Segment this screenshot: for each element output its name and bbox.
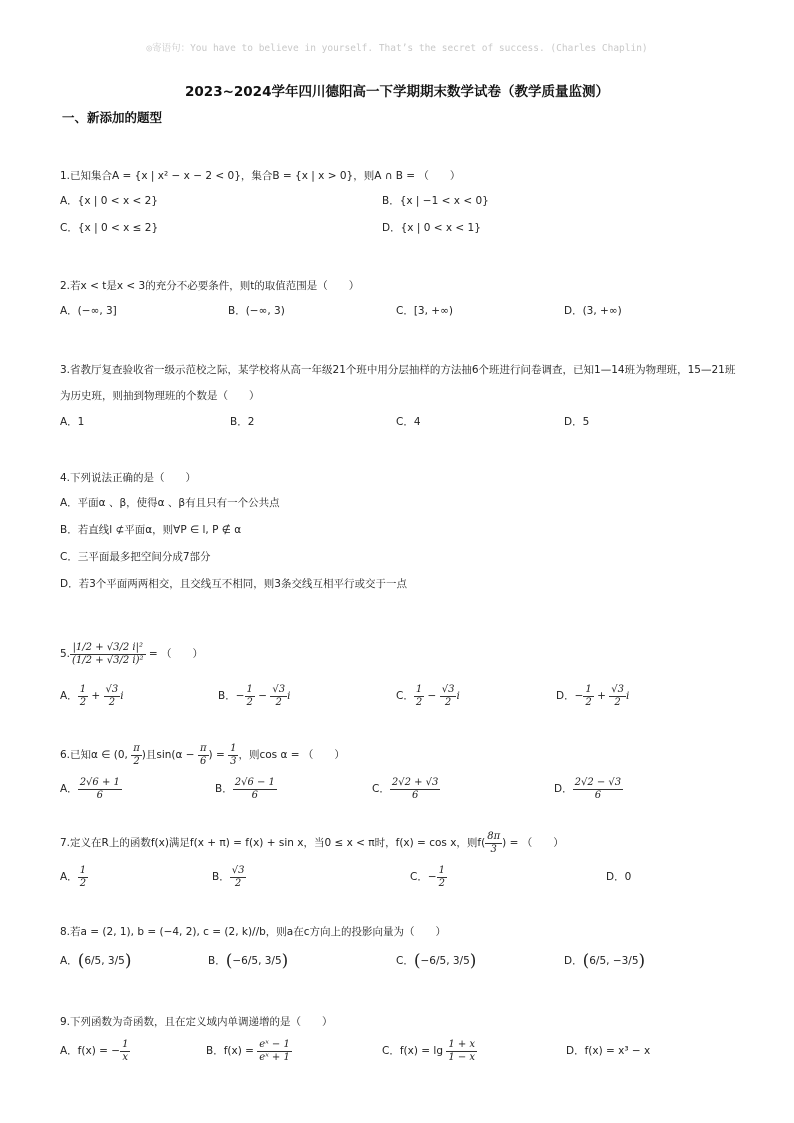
section-heading: 一、新添加的题型 <box>62 110 163 125</box>
question-5 <box>60 628 750 712</box>
option-c: C．4 <box>396 416 421 428</box>
page-title: 2023~2024学年四川德阳高一下学期期末数学试卷（教学质量监测） <box>185 84 609 100</box>
question-8 <box>60 920 750 978</box>
option-b: B． $\frac{√3}{2}$ <box>212 864 245 889</box>
option-d: D．5 <box>564 416 590 428</box>
question-2 <box>60 274 750 324</box>
question-stem: 3.省教厅复查验收省一级示范校之际，某学校将从高一年级21个班中用分层抽样的方法抽6个班进行问卷调查，已知1—14班为物理班，15—21班为历史班，则抽到物理班的个数是（ ） <box>60 364 736 402</box>
question-9 <box>60 1010 750 1068</box>
option-d: D．− $\frac{1}{2}$ + $\frac{√3}{2}$ i <box>556 683 630 708</box>
option-b: B．(−∞, 3) <box>228 305 285 317</box>
option-c: C．[3, +∞) <box>396 305 453 317</box>
question-6 <box>60 738 750 806</box>
option-b: B． $\frac{2√6 - 1}{6}$ <box>215 776 275 801</box>
option-c: C．(−6/5, 3/5) <box>396 951 477 971</box>
question-3 <box>60 357 750 435</box>
option-b: B．− $\frac{1}{2}$ − $\frac{√3}{2}$ i <box>218 683 291 708</box>
question-fraction: $\frac{\text{|1/2 + √3/2 i|²}}{\text{(1/2 + √3/2 i)²}}$ <box>72 641 144 666</box>
question-stem: 4.下列说法正确的是（ ） <box>60 472 197 484</box>
option-d: D． $\frac{2√2 - √3}{6}$ <box>554 776 622 801</box>
option-a: A．1 <box>60 416 85 428</box>
question-stem: 1.已知集合A = {x | x² − x − 2 < 0}，集合B = {x | x > 0}，则A ∩ B = （ ） <box>60 170 461 182</box>
option-d: D．(3, +∞) <box>564 305 622 317</box>
question-4 <box>60 466 750 598</box>
option-a: A． $\frac{1}{2}$ + $\frac{√3}{2}$ i <box>60 683 124 708</box>
option-d: D．若3个平面两两相交，且交线互不相同，则3条交线互相平行或交于一点 <box>60 578 407 590</box>
option-b: B．f(x) = $\frac{\text{eˣ − 1}}{\text{eˣ + 1}}$ <box>206 1038 290 1063</box>
option-d: D．0 <box>606 871 632 883</box>
question-stem: 9.下列函数为奇函数，且在定义域内单调递增的是（ ） <box>60 1016 333 1028</box>
option-d: D．{x | 0 < x < 1} <box>382 222 481 234</box>
question-1 <box>60 164 750 242</box>
option-b: B．若直线l ⊄平面α，则∀P ∈ l, P ∉ α <box>60 524 242 536</box>
watermark-quote: ◎寄语句：You have to believe in yourself. That’s the secret of success. (Charles Chaplin) <box>146 43 648 54</box>
option-a: A．f(x) = − $\frac{1}{x}$ <box>60 1038 129 1063</box>
question-stem: 5. $\frac{\text{|1/2 + √3/2 i|²}}{\text{(1/2 + √3/2 i)²}}$ = （ ） <box>60 641 203 666</box>
option-c: C． $\frac{1}{2}$ − $\frac{√3}{2}$ i <box>396 683 460 708</box>
option-d: D．(6/5, −3/5) <box>564 951 646 971</box>
option-c: C．f(x) = lg $\frac{1 + x}{1 - x}$ <box>382 1038 476 1063</box>
option-a: A．(−∞, 3] <box>60 305 117 317</box>
question-7 <box>60 826 750 894</box>
option-d: D．f(x) = x³ − x <box>566 1045 651 1057</box>
option-a: A．{x | 0 < x < 2} <box>60 195 158 207</box>
question-stem: 8.若a = (2, 1), b = (−4, 2), c = (2, k)//b，则a在c方向上的投影向量为（ ） <box>60 926 446 938</box>
option-c: C．− $\frac{1}{2}$ <box>410 864 446 889</box>
option-c: C． $\frac{2√2 + √3}{6}$ <box>372 776 439 801</box>
question-stem: 6.已知α ∈ (0, $\frac{\pi}{2}$ )且sin(α − $\frac{\pi}{6}$ ) = $\frac{1}{3}$ ，则cos α = （ ） <box>60 742 345 767</box>
option-a: A．(6/5, 3/5) <box>60 951 132 971</box>
option-b: B．{x | −1 < x < 0} <box>382 195 489 207</box>
option-a: A．平面α 、β，使得α 、β有且只有一个公共点 <box>60 497 280 509</box>
option-c: C．{x | 0 < x ≤ 2} <box>60 222 159 234</box>
question-stem: 2.若x < t是x < 3的充分不必要条件，则t的取值范围是（ ） <box>60 280 360 292</box>
option-b: B．2 <box>230 416 255 428</box>
option-a: A． $\frac{1}{2}$ <box>60 864 87 889</box>
option-a: A． $\frac{2√6 + 1}{6}$ <box>60 776 120 801</box>
option-b: B．(−6/5, 3/5) <box>208 951 289 971</box>
question-stem: 7.定义在R上的函数f(x)满足f(x + π) = f(x) + sin x，当0 ≤ x < π时，f(x) = cos x，则f( $\frac{8\pi}{3}$ ) = （ ） <box>60 830 564 855</box>
option-c: C．三平面最多把空间分成7部分 <box>60 551 211 563</box>
